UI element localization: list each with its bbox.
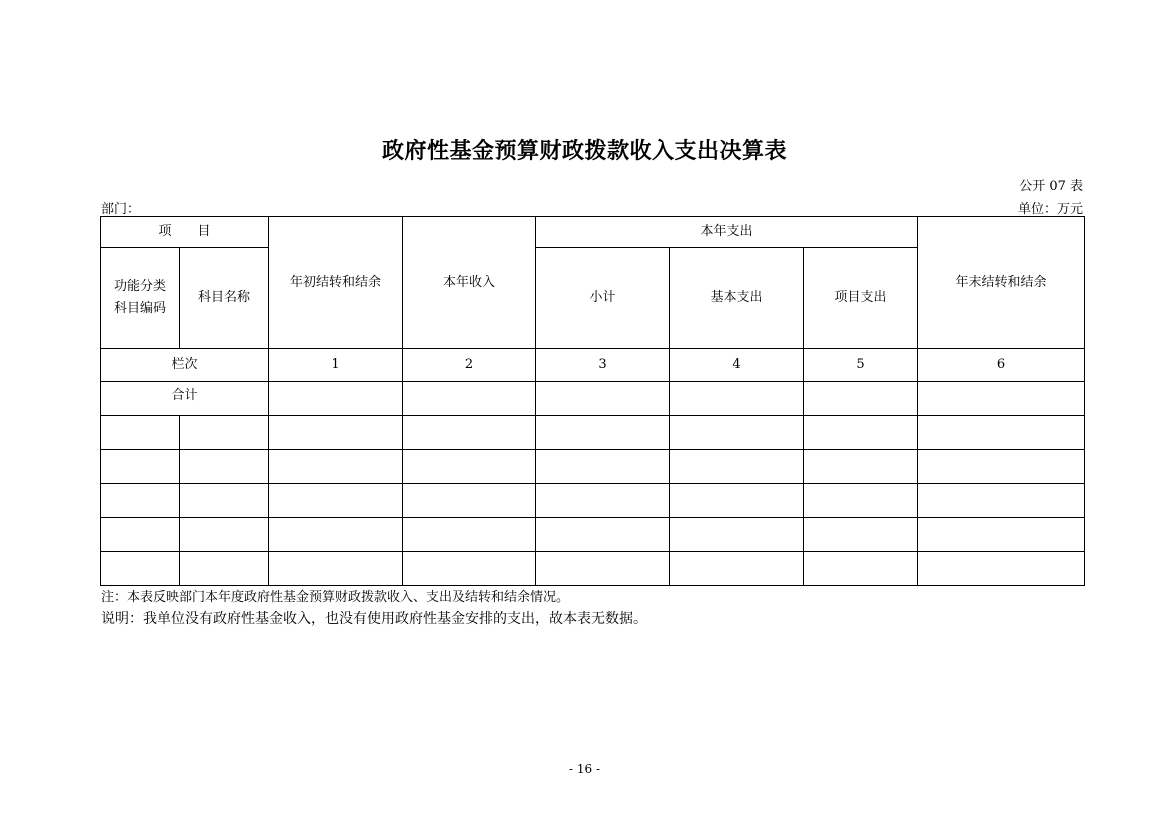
header-subject-name: 科目名称: [180, 248, 269, 349]
table-row: [101, 484, 1085, 518]
table-row: [101, 518, 1085, 552]
header-func-code: 功能分类 科目编码: [101, 248, 180, 349]
department-label: 部门：: [101, 202, 141, 217]
header-item: 项 目: [101, 217, 269, 248]
header-basic: 基本支出: [670, 248, 804, 349]
column-number-5: 5: [804, 349, 918, 382]
column-number-4: 4: [670, 349, 804, 382]
column-number-1: 1: [269, 349, 403, 382]
header-project: 项目支出: [804, 248, 918, 349]
table-row: [101, 552, 1085, 586]
header-closing-balance: 年末结转和结余: [918, 217, 1085, 349]
page-number: - 16 -: [568, 762, 600, 776]
header-expenditure: 本年支出: [536, 217, 918, 248]
form-number: 公开 07 表: [1019, 179, 1083, 194]
table-cell: [918, 382, 1085, 416]
table-row: [101, 416, 1085, 450]
table-cell: [804, 382, 918, 416]
table-cell: [670, 382, 804, 416]
table-note: 注：本表反映部门本年度政府性基金预算财政拨款收入、支出及结转和结余情况。: [101, 590, 570, 605]
table-cell: [269, 382, 403, 416]
header-opening-balance: 年初结转和结余: [269, 217, 403, 349]
column-number-3: 3: [536, 349, 670, 382]
column-number-6: 6: [918, 349, 1085, 382]
table-cell: [536, 382, 670, 416]
table-cell: [403, 382, 536, 416]
table-explanation: 说明：我单位没有政府性基金收入，也没有使用政府性基金安排的支出，故本表无数据。: [101, 611, 647, 627]
header-income: 本年收入: [403, 217, 536, 349]
budget-table: [100, 216, 1085, 586]
column-index-label: 栏次: [101, 349, 269, 382]
page-title: 政府性基金预算财政拨款收入支出决算表: [381, 138, 787, 164]
total-label: 合计: [101, 382, 269, 416]
column-number-2: 2: [403, 349, 536, 382]
table-row: [101, 450, 1085, 484]
unit-label: 单位：万元: [1017, 202, 1083, 217]
header-subtotal: 小计: [536, 248, 670, 349]
